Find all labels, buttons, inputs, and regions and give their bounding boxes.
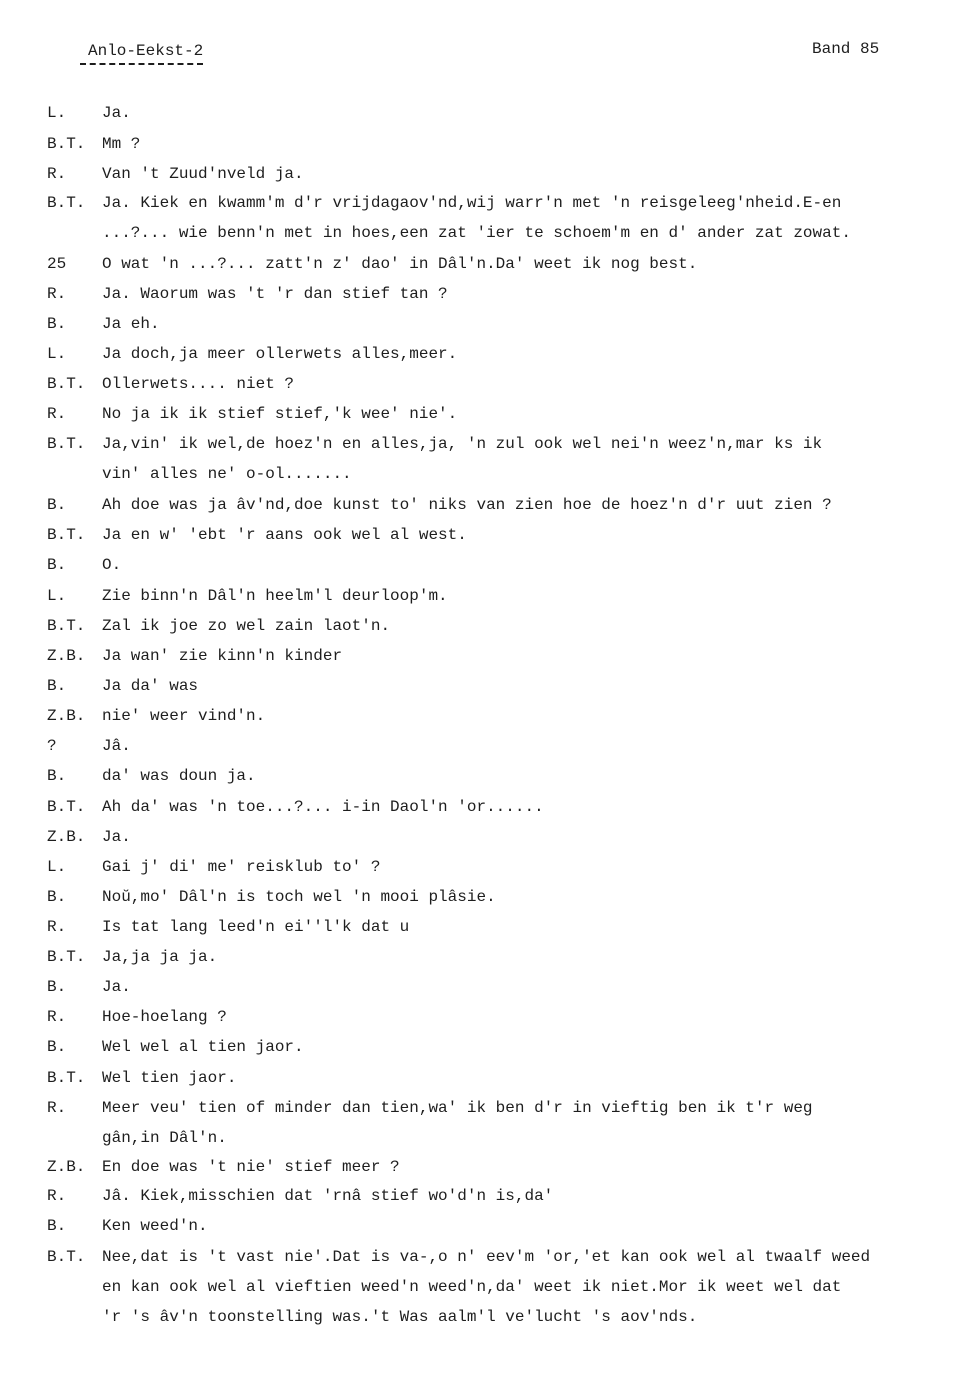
- speaker-label: R.: [47, 285, 67, 303]
- utterance-text: Meer veu' tien of minder dan tien,wa' ik ben d'r in vieftig ben ik t'r weg: [102, 1099, 813, 1117]
- transcript-line: [0, 1277, 979, 1297]
- speaker-label: B.T.: [47, 526, 86, 544]
- speaker-label: R.: [47, 1008, 67, 1026]
- utterance-text: Ja,ja ja ja.: [102, 948, 218, 966]
- transcript-line: [0, 1307, 979, 1327]
- utterance-text: Van 't Zuud'nveld ja.: [102, 165, 304, 183]
- speaker-label: B.T.: [47, 948, 86, 966]
- transcript-line: [0, 646, 979, 666]
- transcript-line: [0, 586, 979, 606]
- speaker-label: R.: [47, 405, 67, 423]
- speaker-label: L.: [47, 104, 67, 122]
- utterance-text: Ja en w' 'ebt 'r aans ook wel al west.: [102, 526, 467, 544]
- utterance-text: Ja,vin' ik wel,de hoez'n en alles,ja, 'n zul ook wel nei'n weez'n,mar ks ik: [102, 435, 823, 453]
- speaker-label: 25: [47, 255, 67, 273]
- transcript-line: [0, 797, 979, 817]
- transcript-line: [0, 1068, 979, 1088]
- transcript-line: [0, 1007, 979, 1027]
- transcript-line: [0, 917, 979, 937]
- transcript-line: [0, 254, 979, 274]
- transcript-line: [0, 736, 979, 756]
- utterance-text: Ollerwets.... niet ?: [102, 375, 295, 393]
- transcript-line: [0, 314, 979, 334]
- speaker-label: Z.B.: [47, 707, 86, 725]
- speaker-label: B.: [47, 496, 67, 514]
- speaker-label: B.: [47, 1038, 67, 1056]
- utterance-text: Jâ.: [102, 737, 131, 755]
- speaker-label: R.: [47, 165, 67, 183]
- utterance-text: da' was doun ja.: [102, 767, 256, 785]
- utterance-text: No ja ik ik stief stief,'k wee' nie'.: [102, 405, 458, 423]
- utterance-text: En doe was 't nie' stief meer ?: [102, 1158, 400, 1176]
- speaker-label: B.: [47, 888, 67, 906]
- speaker-label: B.T.: [47, 435, 86, 453]
- utterance-text: Ja.: [102, 828, 131, 846]
- transcript-line: [0, 164, 979, 184]
- transcript-line: [0, 374, 979, 394]
- document-header-right: Band 85: [812, 40, 880, 58]
- utterance-text: en kan ook wel al vieftien weed'n weed'n,da' weet ik niet.Mor ik weet wel dat: [102, 1278, 842, 1296]
- utterance-text: O wat 'n ...?... zatt'n z' dao' in Dâl'n.Da' weet ik nog best.: [102, 255, 698, 273]
- speaker-label: R.: [47, 1099, 67, 1117]
- transcript-line: [0, 404, 979, 424]
- speaker-label: B.T.: [47, 135, 86, 153]
- speaker-label: B.: [47, 767, 67, 785]
- transcript-line: [0, 887, 979, 907]
- speaker-label: B.T.: [47, 1069, 86, 1087]
- utterance-text: Ah da' was 'n toe...?... i-in Daol'n 'or......: [102, 798, 544, 816]
- speaker-label: B.T.: [47, 375, 86, 393]
- transcript-line: [0, 827, 979, 847]
- utterance-text: Ja.: [102, 978, 131, 996]
- document-header-left: Anlo-Eekst-2: [88, 42, 204, 60]
- utterance-text: Ja doch,ja meer ollerwets alles,meer.: [102, 345, 458, 363]
- speaker-label: B.: [47, 978, 67, 996]
- utterance-text: gân,in Dâl'n.: [102, 1129, 227, 1147]
- speaker-label: ?: [47, 737, 57, 755]
- utterance-text: Ah doe was ja âv'nd,doe kunst to' niks van zien hoe de hoez'n d'r uut zien ?: [102, 496, 832, 514]
- utterance-text: Ken weed'n.: [102, 1217, 208, 1235]
- transcript-line: [0, 1128, 979, 1148]
- speaker-label: Z.B.: [47, 828, 86, 846]
- utterance-text: 'r 's âv'n toonstelling was.'t Was aalm'l ve'lucht 's aov'nds.: [102, 1308, 698, 1326]
- transcript-line: [0, 1186, 979, 1206]
- utterance-text: Is tat lang leed'n ei''l'k dat u: [102, 918, 410, 936]
- transcript-line: [0, 555, 979, 575]
- utterance-text: Nee,dat is 't vast nie'.Dat is va-,o n' eev'm 'or,'et kan ook wel al twaalf weed: [102, 1248, 871, 1266]
- transcript-line: [0, 676, 979, 696]
- transcript-line: [0, 857, 979, 877]
- transcript-line: [0, 525, 979, 545]
- utterance-text: Ja.: [102, 104, 131, 122]
- speaker-label: L.: [47, 858, 67, 876]
- speaker-label: B.T.: [47, 194, 86, 212]
- speaker-label: B.: [47, 1217, 67, 1235]
- utterance-text: Noŭ,mo' Dâl'n is toch wel 'n mooi plâsie.: [102, 888, 496, 906]
- speaker-label: L.: [47, 587, 67, 605]
- transcript-line: [0, 766, 979, 786]
- utterance-text: Wel wel al tien jaor.: [102, 1038, 304, 1056]
- transcript-line: [0, 284, 979, 304]
- transcript-line: [0, 434, 979, 454]
- transcript-line: [0, 344, 979, 364]
- utterance-text: Mm ?: [102, 135, 141, 153]
- utterance-text: Wel tien jaor.: [102, 1069, 237, 1087]
- transcript-line: [0, 1216, 979, 1236]
- utterance-text: Jâ. Kiek,misschien dat 'rnâ stief wo'd'n is,da': [102, 1187, 554, 1205]
- utterance-text: Ja eh.: [102, 315, 160, 333]
- transcript-line: [0, 1037, 979, 1057]
- speaker-label: B.T.: [47, 798, 86, 816]
- speaker-label: B.: [47, 556, 67, 574]
- speaker-label: Z.B.: [47, 1158, 86, 1176]
- utterance-text: O.: [102, 556, 122, 574]
- transcript-line: [0, 1157, 979, 1177]
- utterance-text: Ja wan' zie kinn'n kinder: [102, 647, 343, 665]
- speaker-label: L.: [47, 345, 67, 363]
- transcript-line: [0, 464, 979, 484]
- speaker-label: B.: [47, 315, 67, 333]
- transcript-line: [0, 103, 979, 123]
- utterance-text: ...?... wie benn'n met in hoes,een zat 'ier te schoem'm en d' ander zat zowat.: [102, 224, 851, 242]
- speaker-label: B.T.: [47, 1248, 86, 1266]
- utterance-text: Ja da' was: [102, 677, 199, 695]
- transcript-line: [0, 134, 979, 154]
- utterance-text: Zal ik joe zo wel zain laot'n.: [102, 617, 391, 635]
- utterance-text: vin' alles ne' o-ol.......: [102, 465, 352, 483]
- transcript-line: [0, 706, 979, 726]
- transcript-line: [0, 947, 979, 967]
- transcript-line: [0, 616, 979, 636]
- speaker-label: B.: [47, 677, 67, 695]
- utterance-text: Zie binn'n Dâl'n heelm'l deurloop'm.: [102, 587, 448, 605]
- utterance-text: Hoe-hoelang ?: [102, 1008, 227, 1026]
- speaker-label: Z.B.: [47, 647, 86, 665]
- transcript-line: [0, 193, 979, 213]
- utterance-text: nie' weer vind'n.: [102, 707, 266, 725]
- utterance-text: Gai j' di' me' reisklub to' ?: [102, 858, 381, 876]
- speaker-label: R.: [47, 1187, 67, 1205]
- transcript-line: [0, 977, 979, 997]
- transcript-line: [0, 1098, 979, 1118]
- speaker-label: B.T.: [47, 617, 86, 635]
- utterance-text: Ja. Waorum was 't 'r dan stief tan ?: [102, 285, 448, 303]
- transcript-line: [0, 1247, 979, 1267]
- transcript-line: [0, 495, 979, 515]
- transcript-line: [0, 223, 979, 243]
- speaker-label: R.: [47, 918, 67, 936]
- utterance-text: Ja. Kiek en kwamm'm d'r vrijdagaov'nd,wij warr'n met 'n reisgeleeg'nheid.E-en: [102, 194, 842, 212]
